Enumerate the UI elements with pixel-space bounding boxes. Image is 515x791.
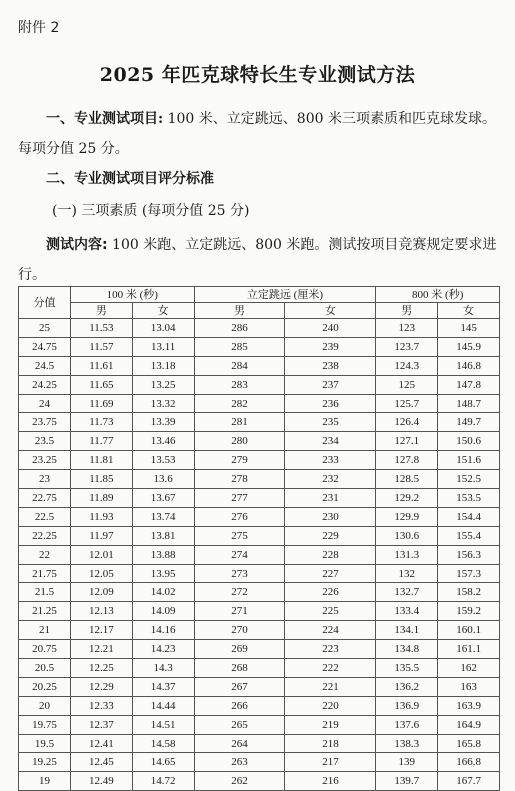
value-cell: 12.21 <box>71 640 133 659</box>
value-cell: 13.11 <box>132 337 194 356</box>
value-cell: 273 <box>194 564 285 583</box>
value-cell: 125 <box>376 375 438 394</box>
value-cell: 145.9 <box>438 337 500 356</box>
value-cell: 14.16 <box>132 621 194 640</box>
score-cell: 21.25 <box>19 602 71 621</box>
value-cell: 129.9 <box>376 507 438 526</box>
value-cell: 13.6 <box>132 470 194 489</box>
value-cell: 161.1 <box>438 640 500 659</box>
value-cell: 230 <box>285 507 376 526</box>
value-cell: 12.01 <box>71 545 133 564</box>
table-row <box>19 526 500 545</box>
value-cell: 11.93 <box>71 507 133 526</box>
value-cell: 272 <box>194 583 285 602</box>
value-cell: 224 <box>285 621 376 640</box>
value-cell: 132.7 <box>376 583 438 602</box>
score-cell: 20.75 <box>19 640 71 659</box>
score-cell: 19.75 <box>19 715 71 734</box>
value-cell: 217 <box>285 753 376 772</box>
value-cell: 228 <box>285 545 376 564</box>
value-cell: 237 <box>285 375 376 394</box>
value-cell: 147.8 <box>438 375 500 394</box>
group-header-800m: 800 米 (秒) <box>376 287 500 303</box>
score-cell: 23.5 <box>19 432 71 451</box>
value-cell: 14.51 <box>132 715 194 734</box>
sub-header-female: 女 <box>285 303 376 319</box>
value-cell: 139.7 <box>376 772 438 791</box>
score-cell: 23.25 <box>19 451 71 470</box>
value-cell: 163.9 <box>438 696 500 715</box>
score-cell: 19.5 <box>19 734 71 753</box>
value-cell: 163 <box>438 677 500 696</box>
sub-header-female: 女 <box>438 303 500 319</box>
value-cell: 222 <box>285 659 376 678</box>
value-cell: 135.5 <box>376 659 438 678</box>
scoring-table <box>18 286 500 791</box>
value-cell: 125.7 <box>376 394 438 413</box>
value-cell: 14.65 <box>132 753 194 772</box>
value-cell: 232 <box>285 470 376 489</box>
value-cell: 266 <box>194 696 285 715</box>
value-cell: 12.45 <box>71 753 133 772</box>
value-cell: 11.77 <box>71 432 133 451</box>
value-cell: 13.18 <box>132 356 194 375</box>
value-cell: 149.7 <box>438 413 500 432</box>
table-row <box>19 677 500 696</box>
value-cell: 11.53 <box>71 319 133 338</box>
value-cell: 269 <box>194 640 285 659</box>
value-cell: 11.57 <box>71 337 133 356</box>
value-cell: 11.73 <box>71 413 133 432</box>
score-cell: 21.5 <box>19 583 71 602</box>
value-cell: 223 <box>285 640 376 659</box>
value-cell: 12.09 <box>71 583 133 602</box>
score-cell: 22.5 <box>19 507 71 526</box>
value-cell: 11.85 <box>71 470 133 489</box>
score-cell: 21.75 <box>19 564 71 583</box>
subsection-1-heading: (一) 三项素质 (每项分值 25 分) <box>52 203 250 219</box>
sub-header-male: 男 <box>194 303 285 319</box>
value-cell: 154.4 <box>438 507 500 526</box>
value-cell: 265 <box>194 715 285 734</box>
value-cell: 13.67 <box>132 489 194 508</box>
value-cell: 275 <box>194 526 285 545</box>
value-cell: 276 <box>194 507 285 526</box>
value-cell: 239 <box>285 337 376 356</box>
value-cell: 13.74 <box>132 507 194 526</box>
section-2-heading: 二、专业测试项目评分标准 <box>46 171 214 187</box>
value-cell: 133.4 <box>376 602 438 621</box>
table-row <box>19 489 500 508</box>
value-cell: 165.8 <box>438 734 500 753</box>
value-cell: 128.5 <box>376 470 438 489</box>
value-cell: 158.2 <box>438 583 500 602</box>
value-cell: 12.33 <box>71 696 133 715</box>
table-row <box>19 337 500 356</box>
value-cell: 148.7 <box>438 394 500 413</box>
value-cell: 14.09 <box>132 602 194 621</box>
score-cell: 21 <box>19 621 71 640</box>
value-cell: 13.25 <box>132 375 194 394</box>
value-cell: 267 <box>194 677 285 696</box>
value-cell: 240 <box>285 319 376 338</box>
value-cell: 157.3 <box>438 564 500 583</box>
test-content-paragraph <box>18 230 500 290</box>
score-cell: 19 <box>19 772 71 791</box>
value-cell: 134.1 <box>376 621 438 640</box>
value-cell: 12.37 <box>71 715 133 734</box>
score-cell: 23 <box>19 470 71 489</box>
score-cell: 24.75 <box>19 337 71 356</box>
value-cell: 233 <box>285 451 376 470</box>
value-cell: 11.65 <box>71 375 133 394</box>
score-cell: 25 <box>19 319 71 338</box>
sub-header-male: 男 <box>71 303 133 319</box>
document-title: 2025 年匹克球特长生专业测试方法 <box>99 64 416 86</box>
value-cell: 126.4 <box>376 413 438 432</box>
value-cell: 11.89 <box>71 489 133 508</box>
score-cell: 22.75 <box>19 489 71 508</box>
value-cell: 151.6 <box>438 451 500 470</box>
score-cell: 19.25 <box>19 753 71 772</box>
value-cell: 12.29 <box>71 677 133 696</box>
value-cell: 139 <box>376 753 438 772</box>
value-cell: 281 <box>194 413 285 432</box>
value-cell: 14.58 <box>132 734 194 753</box>
table-row <box>19 432 500 451</box>
score-header: 分值 <box>19 287 71 319</box>
value-cell: 13.95 <box>132 564 194 583</box>
value-cell: 166.8 <box>438 753 500 772</box>
value-cell: 13.39 <box>132 413 194 432</box>
value-cell: 279 <box>194 451 285 470</box>
attachment-label: 附件 2 <box>18 20 60 36</box>
table-row <box>19 659 500 678</box>
table-row <box>19 545 500 564</box>
value-cell: 236 <box>285 394 376 413</box>
value-cell: 127.1 <box>376 432 438 451</box>
value-cell: 124.3 <box>376 356 438 375</box>
value-cell: 134.8 <box>376 640 438 659</box>
table-row <box>19 715 500 734</box>
value-cell: 123 <box>376 319 438 338</box>
group-header-long-jump: 立定跳远 (厘米) <box>194 287 376 303</box>
value-cell: 220 <box>285 696 376 715</box>
value-cell: 219 <box>285 715 376 734</box>
value-cell: 13.04 <box>132 319 194 338</box>
value-cell: 226 <box>285 583 376 602</box>
table-row <box>19 413 500 432</box>
value-cell: 137.6 <box>376 715 438 734</box>
score-cell: 23.75 <box>19 413 71 432</box>
score-cell: 22.25 <box>19 526 71 545</box>
table-row <box>19 375 500 394</box>
value-cell: 238 <box>285 356 376 375</box>
value-cell: 12.17 <box>71 621 133 640</box>
value-cell: 263 <box>194 753 285 772</box>
table-row <box>19 356 500 375</box>
table-row <box>19 621 500 640</box>
value-cell: 152.5 <box>438 470 500 489</box>
table-row <box>19 753 500 772</box>
value-cell: 280 <box>194 432 285 451</box>
value-cell: 270 <box>194 621 285 640</box>
value-cell: 283 <box>194 375 285 394</box>
table-row <box>19 602 500 621</box>
table-row <box>19 451 500 470</box>
value-cell: 14.37 <box>132 677 194 696</box>
value-cell: 277 <box>194 489 285 508</box>
value-cell: 225 <box>285 602 376 621</box>
value-cell: 284 <box>194 356 285 375</box>
value-cell: 235 <box>285 413 376 432</box>
value-cell: 150.6 <box>438 432 500 451</box>
section-1-text: 100 米、立定跳远、800 米三项素质和匹克球发球。每项分值 25 分。 <box>18 111 496 157</box>
table-row <box>19 394 500 413</box>
value-cell: 271 <box>194 602 285 621</box>
sub-header-female: 女 <box>132 303 194 319</box>
score-cell: 20.5 <box>19 659 71 678</box>
value-cell: 136.9 <box>376 696 438 715</box>
test-content-label: 测试内容: <box>46 237 108 253</box>
value-cell: 155.4 <box>438 526 500 545</box>
value-cell: 12.05 <box>71 564 133 583</box>
value-cell: 167.7 <box>438 772 500 791</box>
score-cell: 20 <box>19 696 71 715</box>
table-row <box>19 507 500 526</box>
value-cell: 216 <box>285 772 376 791</box>
section-1-heading: 一、专业测试项目: <box>46 111 164 127</box>
value-cell: 129.2 <box>376 489 438 508</box>
value-cell: 262 <box>194 772 285 791</box>
value-cell: 159.2 <box>438 602 500 621</box>
value-cell: 14.23 <box>132 640 194 659</box>
sub-header-male: 男 <box>376 303 438 319</box>
value-cell: 13.46 <box>132 432 194 451</box>
value-cell: 138.3 <box>376 734 438 753</box>
score-cell: 24.25 <box>19 375 71 394</box>
value-cell: 11.97 <box>71 526 133 545</box>
value-cell: 11.69 <box>71 394 133 413</box>
value-cell: 131.3 <box>376 545 438 564</box>
value-cell: 153.5 <box>438 489 500 508</box>
table-row <box>19 564 500 583</box>
value-cell: 162 <box>438 659 500 678</box>
value-cell: 14.02 <box>132 583 194 602</box>
group-header-100m: 100 米 (秒) <box>71 287 195 303</box>
score-cell: 22 <box>19 545 71 564</box>
table-row <box>19 734 500 753</box>
table-row <box>19 583 500 602</box>
value-cell: 274 <box>194 545 285 564</box>
value-cell: 156.3 <box>438 545 500 564</box>
value-cell: 13.88 <box>132 545 194 564</box>
table-row <box>19 772 500 791</box>
value-cell: 234 <box>285 432 376 451</box>
value-cell: 13.81 <box>132 526 194 545</box>
table-row <box>19 640 500 659</box>
value-cell: 231 <box>285 489 376 508</box>
value-cell: 136.2 <box>376 677 438 696</box>
table-row <box>19 319 500 338</box>
value-cell: 14.72 <box>132 772 194 791</box>
value-cell: 130.6 <box>376 526 438 545</box>
value-cell: 160.1 <box>438 621 500 640</box>
value-cell: 218 <box>285 734 376 753</box>
value-cell: 285 <box>194 337 285 356</box>
section-1-paragraph <box>18 104 500 164</box>
test-content-text: 100 米跑、立定跳远、800 米跑。测试按项目竞赛规定要求进行。 <box>18 237 497 283</box>
value-cell: 278 <box>194 470 285 489</box>
table-row <box>19 696 500 715</box>
value-cell: 282 <box>194 394 285 413</box>
value-cell: 14.44 <box>132 696 194 715</box>
value-cell: 12.25 <box>71 659 133 678</box>
value-cell: 264 <box>194 734 285 753</box>
value-cell: 12.41 <box>71 734 133 753</box>
value-cell: 146.8 <box>438 356 500 375</box>
value-cell: 13.53 <box>132 451 194 470</box>
table-body <box>19 319 500 791</box>
value-cell: 227 <box>285 564 376 583</box>
score-cell: 24.5 <box>19 356 71 375</box>
value-cell: 268 <box>194 659 285 678</box>
value-cell: 145 <box>438 319 500 338</box>
value-cell: 127.8 <box>376 451 438 470</box>
value-cell: 11.61 <box>71 356 133 375</box>
table-row <box>19 470 500 489</box>
value-cell: 132 <box>376 564 438 583</box>
value-cell: 14.3 <box>132 659 194 678</box>
value-cell: 13.32 <box>132 394 194 413</box>
value-cell: 229 <box>285 526 376 545</box>
score-cell: 24 <box>19 394 71 413</box>
value-cell: 12.13 <box>71 602 133 621</box>
value-cell: 123.7 <box>376 337 438 356</box>
value-cell: 12.49 <box>71 772 133 791</box>
value-cell: 164.9 <box>438 715 500 734</box>
value-cell: 286 <box>194 319 285 338</box>
value-cell: 221 <box>285 677 376 696</box>
value-cell: 11.81 <box>71 451 133 470</box>
score-cell: 20.25 <box>19 677 71 696</box>
